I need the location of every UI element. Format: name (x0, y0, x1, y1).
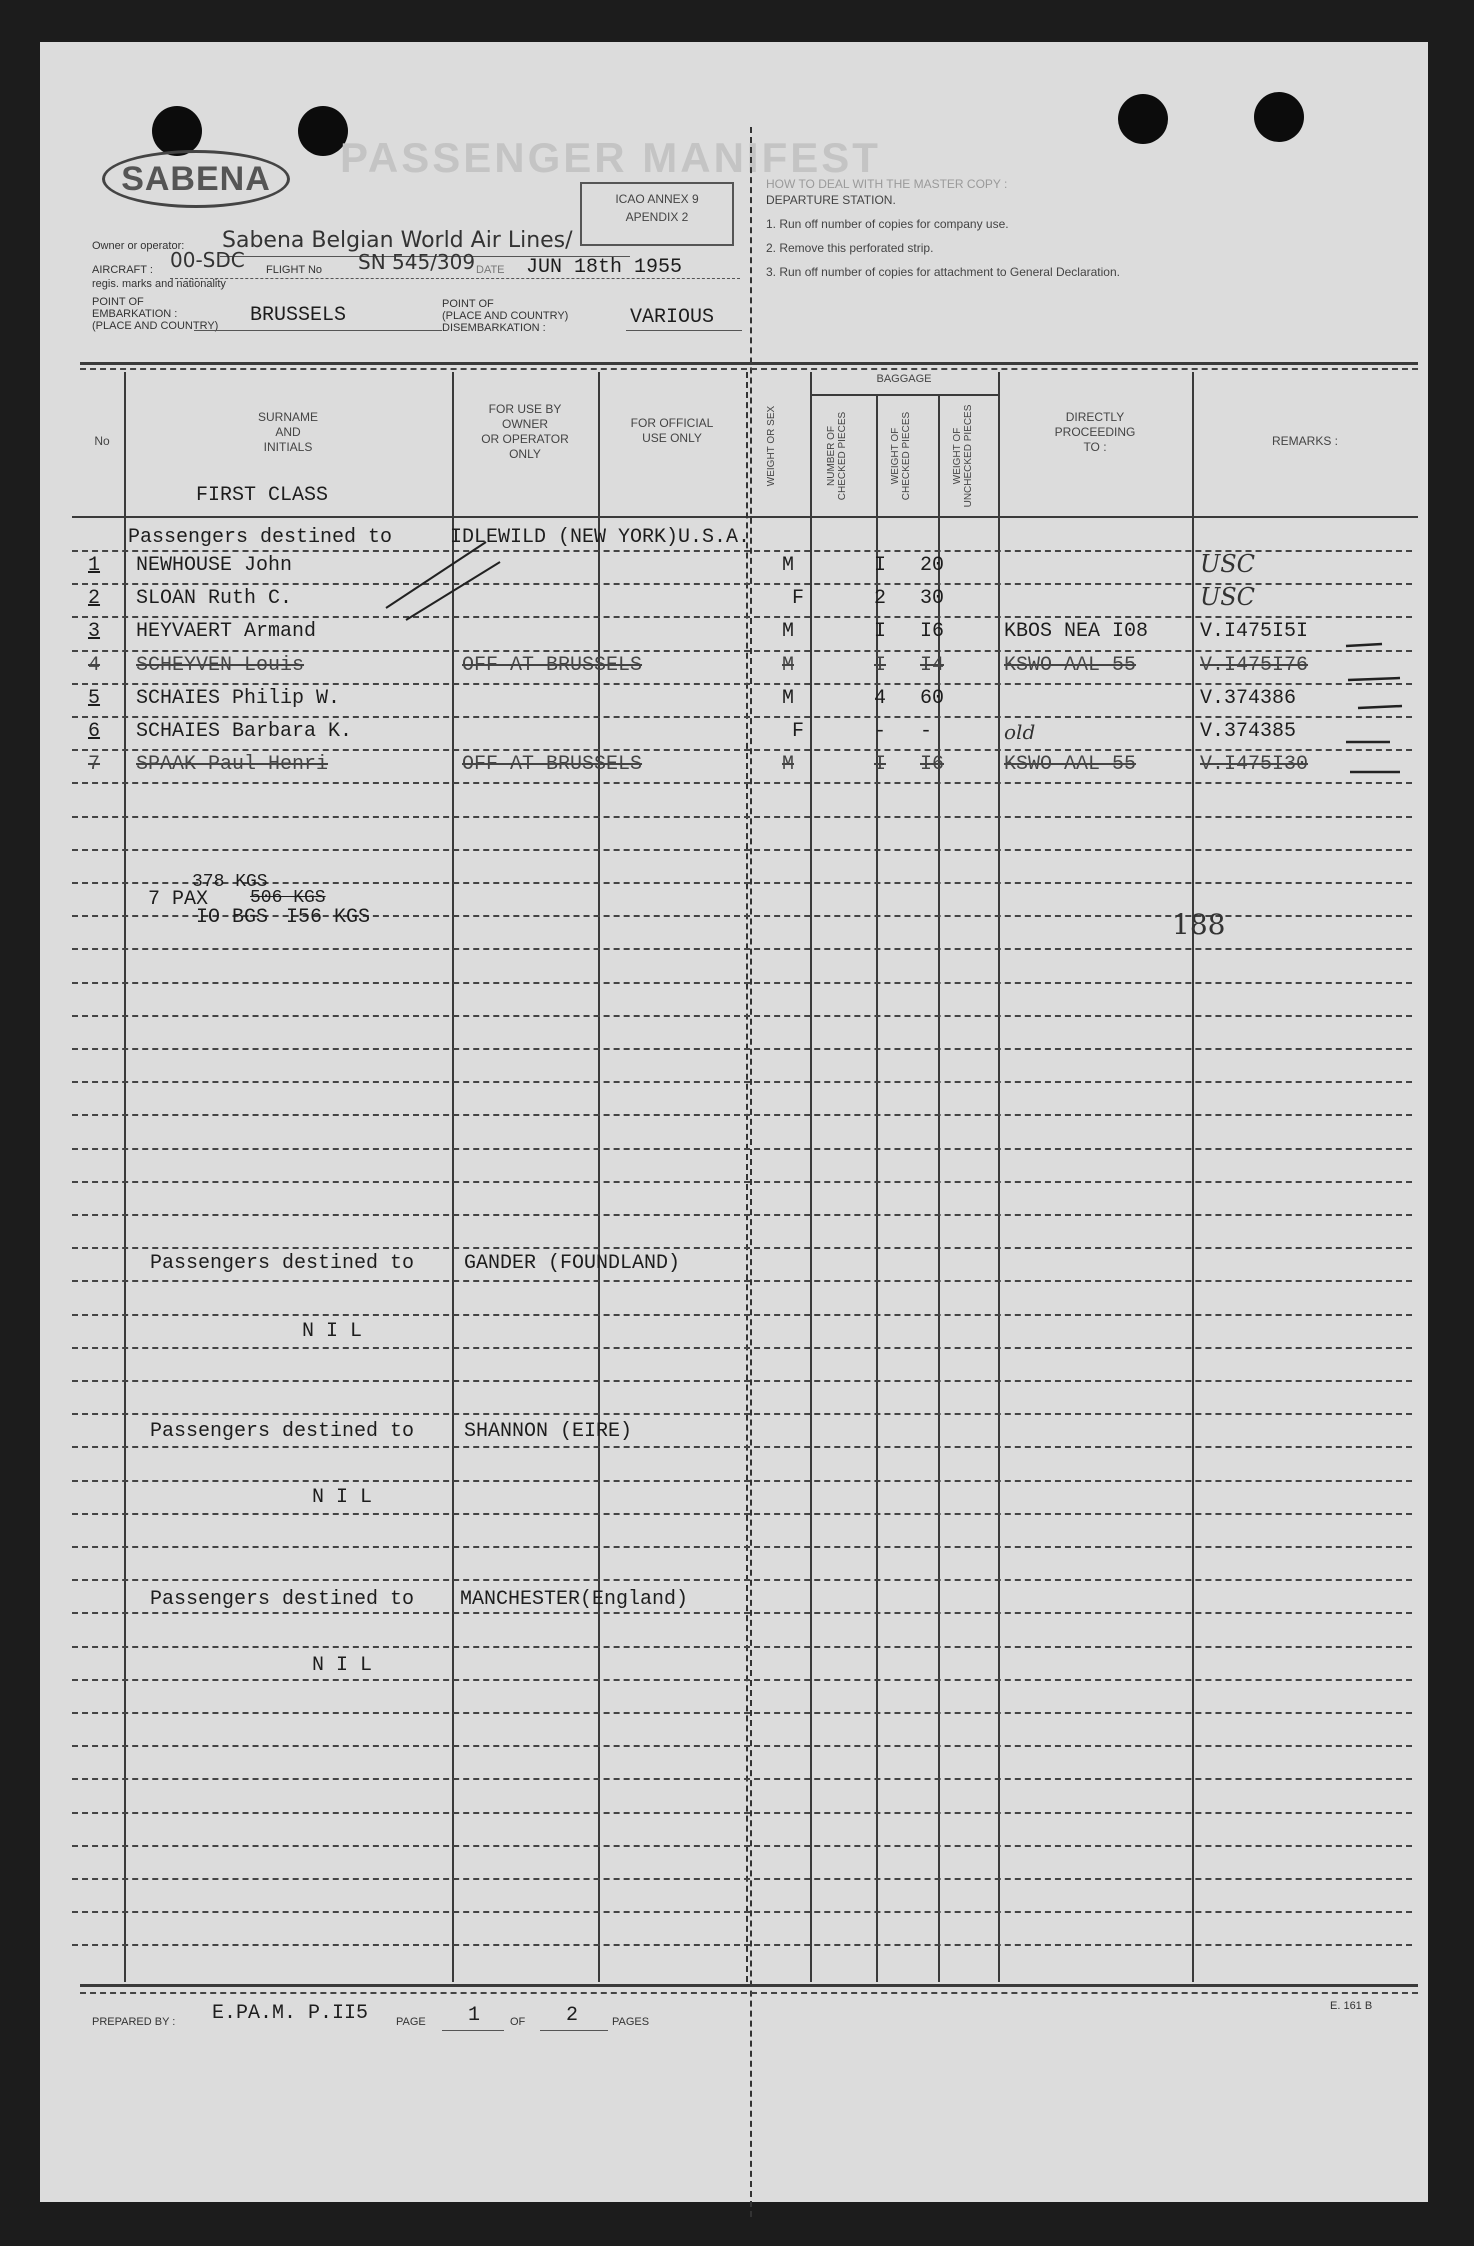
passenger-pieces: 4 (874, 686, 887, 710)
totals-kgs-old: 506 KGS (250, 888, 326, 908)
date-value: JUN 18th 1955 (526, 256, 683, 279)
col-header-official-1: FOR OFFICIAL (630, 416, 714, 430)
passenger-remarks: V.374385 (1200, 720, 1297, 743)
page-underline (442, 2030, 504, 2031)
embark-label-1: POINT OF (92, 296, 144, 308)
slash-mark (386, 542, 486, 608)
passenger-pieces: - (874, 720, 887, 743)
passenger-no: 4 (88, 653, 101, 677)
section-destination: MANCHESTER(England) (460, 1588, 689, 1611)
col-header-weight-unchecked: WEIGHT OF UNCHECKED PIECES (952, 404, 974, 508)
passenger-pieces: I (874, 620, 887, 644)
passenger-name: SCHEYVEN Louis (136, 653, 305, 677)
totals-bags-kgs: I56 KGS (286, 906, 371, 929)
disembark-value: VARIOUS (630, 306, 715, 329)
passenger-to: KBOS NEA I08 (1004, 620, 1149, 644)
col-header-owner-4: ONLY (509, 447, 541, 461)
dash-mark (1346, 644, 1382, 646)
passenger-pieces: I (874, 653, 887, 677)
pages-underline (540, 2030, 608, 2031)
passenger-to: KSWO AAL 55 (1004, 753, 1137, 777)
passenger-remarks: USC (1200, 583, 1256, 612)
instruction-item: 2. Remove this perforated strip. (766, 241, 934, 255)
col-header-name-1: SURNAME (257, 410, 318, 424)
passenger-remarks: USC (1200, 550, 1256, 578)
col-header-weight-checked: WEIGHT OF CHECKED PIECES (890, 411, 912, 501)
passenger-sex: M (782, 554, 795, 577)
totals-kgs-new: 378 KGS (192, 872, 268, 892)
prepared-by-value: E.PA.M. P.II5 (212, 2002, 369, 2025)
instructions-heading: HOW TO DEAL WITH THE MASTER COPY : (766, 177, 1008, 191)
passenger-weight: I4 (920, 653, 945, 677)
passenger-sex: M (782, 620, 795, 644)
table-bottom-border (80, 1984, 1418, 1987)
section-destination: GANDER (FOUNDLAND) (464, 1252, 681, 1275)
col-header-num-checked: NUMBER OF CHECKED PIECES (826, 411, 848, 501)
aircraft-label: AIRCRAFT : (92, 264, 153, 276)
passenger-to: KSWO AAL 55 (1004, 653, 1137, 677)
annex-line-1: ICAO ANNEX 9 (615, 192, 699, 206)
disembark-label-3: DISEMBARKATION : (442, 322, 546, 334)
passenger-pieces: 2 (874, 587, 887, 611)
class-label: FIRST CLASS (196, 484, 329, 507)
section-nil: N I L (312, 1486, 373, 1509)
disembark-label-2: (PLACE AND COUNTRY) (442, 310, 569, 322)
instruction-item: 3. Run off number of copies for attachment to General Declaration. (766, 265, 1120, 279)
embark-label-3: (PLACE AND COUNTRY) (92, 320, 219, 332)
of-label: OF (510, 2016, 526, 2028)
section-label: Passengers destined to (128, 526, 393, 549)
col-header-official-2: USE ONLY (642, 431, 702, 445)
embark-value: BRUSSELS (250, 304, 347, 327)
col-header-remarks: REMARKS : (1271, 434, 1338, 448)
annotation-marks (40, 42, 1428, 2202)
instruction-item: 1. Run off number of copies for company use. (766, 217, 1009, 231)
passenger-sex: M (782, 753, 795, 777)
totals-pax: 7 PAX (148, 888, 209, 911)
slash-mark (406, 562, 500, 620)
owner-label: Owner or operator: (92, 240, 185, 252)
section-nil: N I L (302, 1320, 363, 1343)
passenger-weight: 20 (920, 554, 945, 577)
section-label: Passengers destined to (150, 1588, 415, 1611)
col-header-no: No (94, 434, 110, 448)
col-header-owner-1: FOR USE BY (488, 402, 562, 416)
passenger-no: 5 (88, 686, 101, 710)
flight-label: FLIGHT No (266, 264, 323, 276)
passenger-no: 7 (88, 753, 101, 777)
passenger-sex: M (782, 653, 795, 677)
passenger-no: 3 (88, 620, 101, 644)
passenger-owner: OFF AT BRUSSELS (462, 753, 643, 777)
section-label: Passengers destined to (150, 1252, 415, 1275)
passenger-sex: M (782, 686, 795, 710)
passenger-name: SCHAIES Barbara K. (136, 720, 353, 743)
passenger-to: old (1004, 720, 1036, 744)
col-header-directly-3: TO : (1083, 440, 1107, 454)
passenger-sex: F (792, 587, 805, 611)
passenger-sex: F (792, 720, 805, 743)
passenger-name: SCHAIES Philip W. (136, 686, 341, 710)
section-nil: N I L (312, 1654, 373, 1677)
dash-mark (1348, 678, 1400, 680)
section-label: Passengers destined to (150, 1420, 415, 1443)
passenger-weight: 30 (920, 587, 945, 611)
form-code: E. 161 B (1330, 2000, 1373, 2012)
col-header-weight-sex: WEIGHT OR SEX (766, 405, 777, 487)
date-label: DATE (476, 264, 505, 276)
page-total: 2 (566, 2004, 579, 2027)
pages-label: PAGES (612, 2016, 650, 2028)
passenger-weight: - (920, 720, 933, 743)
passenger-remarks: V.I475I76 (1200, 653, 1309, 677)
sabena-logo: SABENA (102, 150, 290, 208)
disembark-label-1: POINT OF (442, 298, 494, 310)
col-header-directly-1: DIRECTLY (1065, 410, 1125, 424)
passenger-name: SPAAK Paul Henri (136, 753, 329, 777)
passenger-owner: OFF AT BRUSSELS (462, 653, 643, 677)
passenger-weight: 60 (920, 686, 945, 710)
prepared-by-label: PREPARED BY : (92, 2016, 176, 2028)
passenger-no: 1 (88, 554, 101, 577)
passenger-no: 6 (88, 720, 101, 743)
passenger-remarks: V.I475I30 (1200, 753, 1309, 777)
section-destination: SHANNON (EIRE) (464, 1420, 633, 1443)
dash-mark (1358, 706, 1402, 708)
instructions-sub: DEPARTURE STATION. (766, 193, 896, 207)
col-header-name-2: AND (275, 425, 301, 439)
passenger-weight: I6 (920, 620, 945, 644)
passenger-remarks: V.I475I5I (1200, 620, 1309, 644)
aircraft-sub-label: regis. marks and nationality (92, 278, 226, 290)
totals-bags: IO BGS (196, 906, 269, 929)
passenger-weight: I6 (920, 753, 945, 777)
passenger-name: SLOAN Ruth C. (136, 587, 293, 611)
passenger-no: 2 (88, 587, 101, 611)
section-destination: IDLEWILD (NEW YORK)U.S.A. (450, 526, 751, 549)
table-bottom-border-dashed (80, 1992, 1418, 1994)
col-header-baggage: BAGGAGE (876, 373, 932, 385)
passenger-pieces: I (874, 554, 887, 577)
owner-value: Sabena Belgian World Air Lines/ (222, 228, 573, 253)
passenger-name: HEYVAERT Armand (136, 620, 317, 644)
page-number: 1 (468, 2004, 481, 2027)
manifest-sheet (40, 42, 1428, 2202)
col-header-directly-2: PROCEEDING (1054, 425, 1136, 439)
col-header-name-3: INITIALS (263, 440, 313, 454)
col-header-owner-2: OWNER (502, 417, 548, 431)
passenger-remarks: V.374386 (1200, 686, 1297, 710)
flight-value: SN 545/309 (358, 250, 476, 274)
aircraft-value: 00-SDC (170, 248, 245, 272)
annex-line-2: APENDIX 2 (625, 210, 689, 224)
page-label: PAGE (396, 2016, 426, 2028)
embark-label-2: EMBARKATION : (92, 308, 178, 320)
passenger-pieces: I (874, 753, 887, 777)
passenger-name: NEWHOUSE John (136, 554, 293, 577)
col-header-owner-3: OR OPERATOR (481, 432, 569, 446)
form-title: PASSENGER MANIFEST (340, 134, 881, 181)
handwritten-total: 188 (1172, 908, 1226, 941)
